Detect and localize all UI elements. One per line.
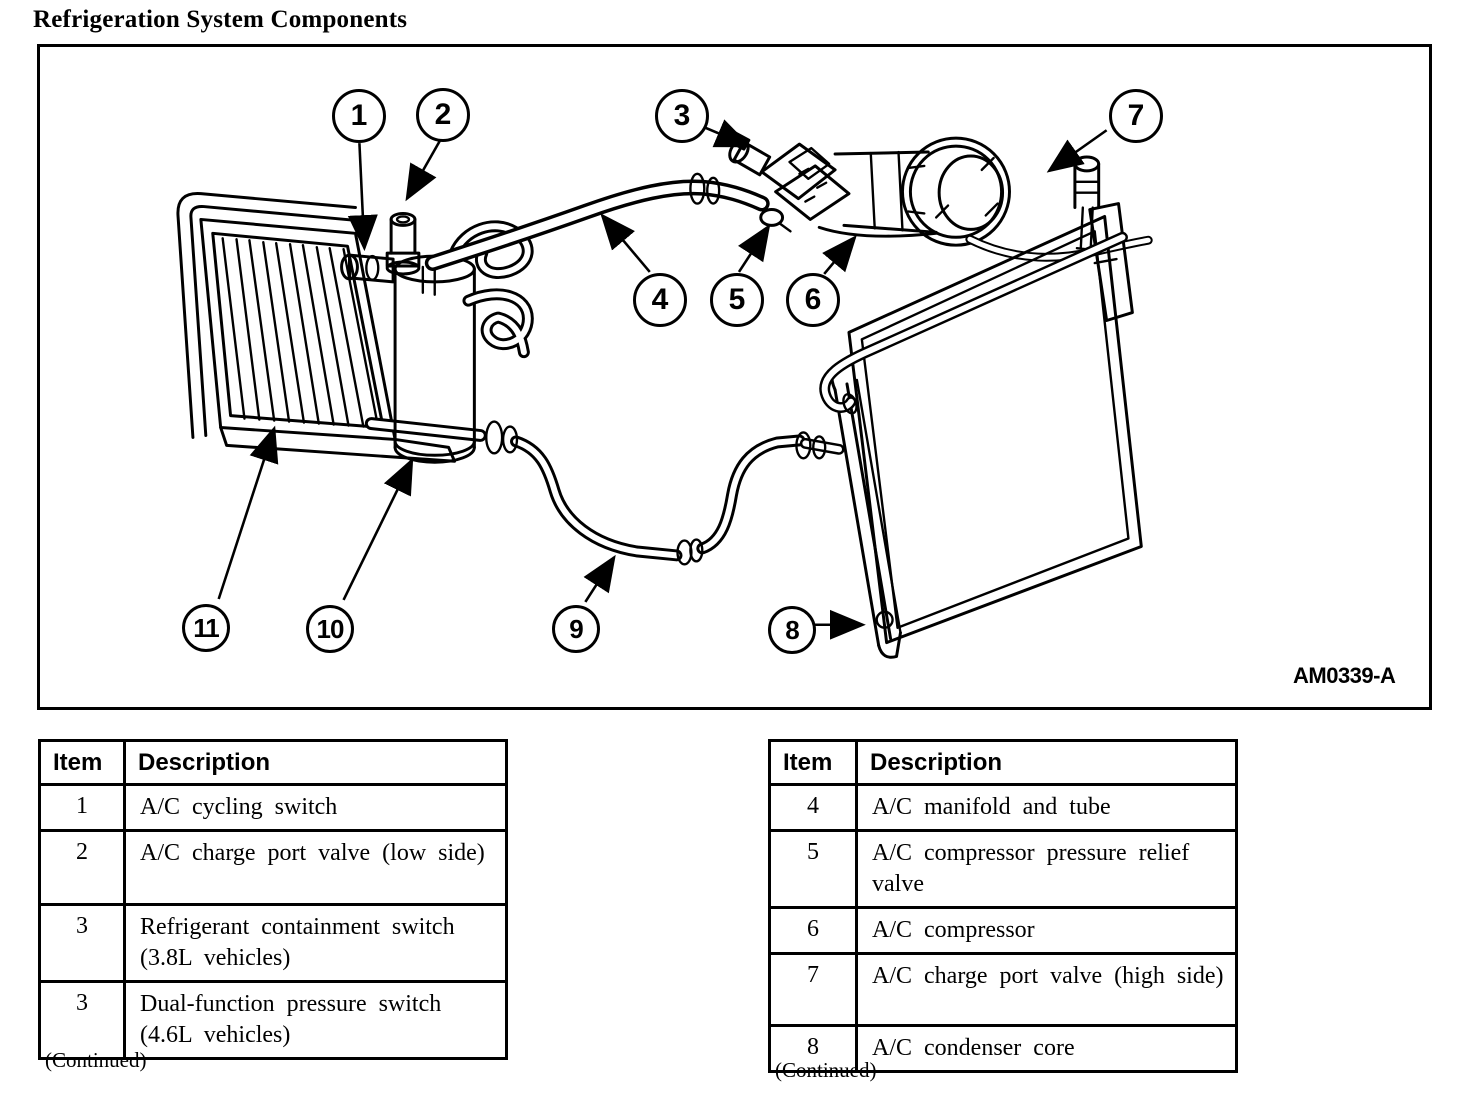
item-description: A/C charge port valve (high side) xyxy=(857,954,1237,1026)
callout-7: 7 xyxy=(1109,89,1163,143)
item-description: A/C cycling switch xyxy=(125,785,507,831)
item-number: 4 xyxy=(770,785,857,831)
liquid-line-drawing xyxy=(371,422,799,565)
callout-6: 6 xyxy=(786,273,840,327)
item-description: A/C condenser core xyxy=(857,1026,1237,1072)
item-number: 5 xyxy=(770,831,857,908)
callout-5: 5 xyxy=(710,273,764,327)
item-number: 2 xyxy=(40,831,125,905)
table-header-row xyxy=(40,741,507,785)
evaporator-core-drawing xyxy=(178,194,455,462)
continued-note-left: (Continued) xyxy=(45,1048,147,1072)
refrigeration-system-line-art xyxy=(40,47,1429,707)
item-description: Dual-function pressure switch (4.6L vehicles) xyxy=(125,982,507,1059)
item-number: 6 xyxy=(770,908,857,954)
table-row xyxy=(40,982,507,1059)
description-column-header: Description xyxy=(125,741,507,785)
table-row xyxy=(770,908,1237,954)
item-column-header: Item xyxy=(40,741,125,785)
item-number: 7 xyxy=(770,954,857,1026)
continued-note-right: (Continued) xyxy=(775,1058,877,1082)
parts-table-right xyxy=(768,739,1238,1073)
description-column-header: Description xyxy=(857,741,1237,785)
table-row xyxy=(770,954,1237,1026)
item-number: 8 xyxy=(770,1026,857,1072)
callout-2: 2 xyxy=(416,88,470,142)
item-number: 1 xyxy=(40,785,125,831)
table-row xyxy=(770,831,1237,908)
callout-8: 8 xyxy=(768,606,816,654)
table-row xyxy=(40,831,507,905)
page-title: Refrigeration System Components xyxy=(33,6,408,33)
table-header-row xyxy=(770,741,1237,785)
table-row xyxy=(40,785,507,831)
item-number: 3 xyxy=(40,905,125,982)
item-description: Refrigerant containment switch (3.8L vehicles) xyxy=(125,905,507,982)
item-description: A/C compressor pressure relief valve xyxy=(857,831,1237,908)
manifold-tube-drawing xyxy=(433,174,762,263)
item-description: A/C manifold and tube xyxy=(857,785,1237,831)
figure-frame xyxy=(37,44,1432,710)
callout-10: 10 xyxy=(306,605,354,653)
callout-1: 1 xyxy=(332,89,386,143)
item-column-header: Item xyxy=(770,741,857,785)
item-description: A/C compressor xyxy=(857,908,1237,954)
table-row xyxy=(770,785,1237,831)
callout-4: 4 xyxy=(633,273,687,327)
item-description: A/C charge port valve (low side) xyxy=(125,831,507,905)
parts-table-left xyxy=(38,739,508,1060)
figure-code-label: AM0339-A xyxy=(1293,663,1396,688)
table-row xyxy=(40,905,507,982)
callout-11: 11 xyxy=(182,604,230,652)
callout-3: 3 xyxy=(655,89,709,143)
item-number: 3 xyxy=(40,982,125,1059)
condenser-drawing xyxy=(796,204,1141,658)
callout-9: 9 xyxy=(552,605,600,653)
